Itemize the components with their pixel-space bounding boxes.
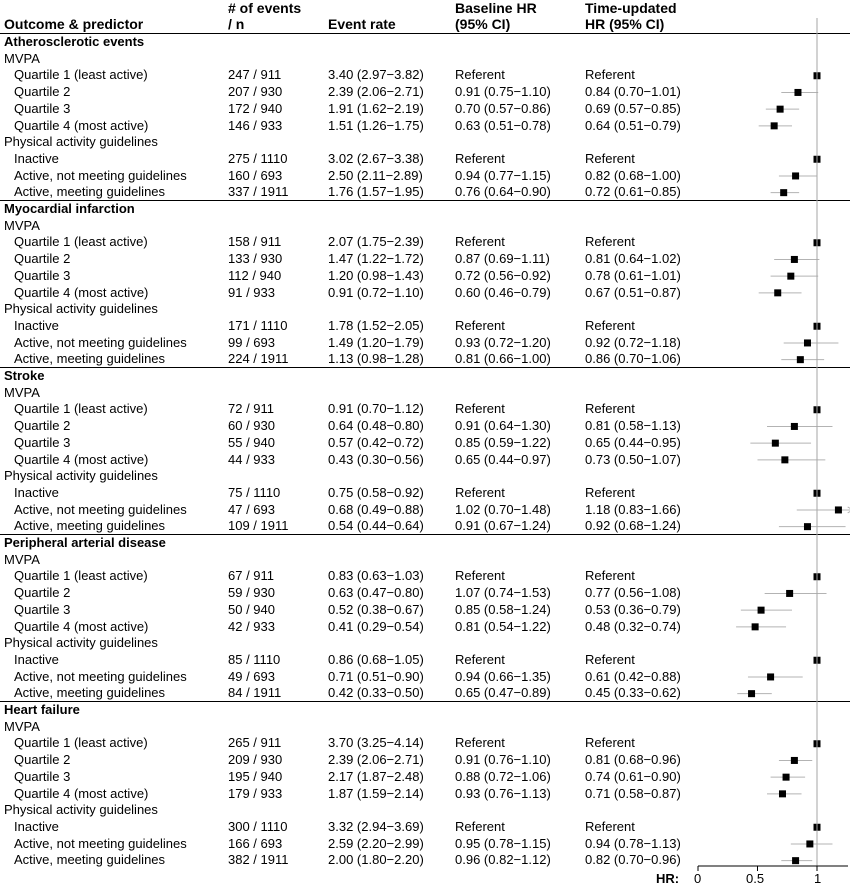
event-rate-cell: 0.91 (0.72−1.10) — [328, 284, 424, 300]
time-updated-hr-cell: Referent — [585, 735, 635, 751]
row-label: Quartile 3 — [14, 267, 71, 283]
events-cell: 337 / 1911 — [228, 184, 289, 200]
baseline-hr-cell: 0.95 (0.78−1.15) — [455, 835, 551, 851]
events-cell: 172 / 940 — [228, 100, 283, 116]
time-updated-hr-cell: 0.73 (0.50−1.07) — [585, 451, 681, 467]
baseline-hr-cell: 0.81 (0.54−1.22) — [455, 618, 551, 634]
events-cell: 247 / 911 — [228, 67, 282, 83]
header-outcome: Outcome & predictor — [4, 16, 144, 32]
events-cell: 59 / 930 — [228, 585, 275, 601]
baseline-hr-cell: Referent — [455, 234, 505, 250]
events-cell: 171 / 1110 — [228, 317, 288, 333]
group-title: Physical activity guidelines — [4, 468, 158, 484]
events-cell: 133 / 930 — [228, 251, 283, 267]
row-label: Quartile 2 — [14, 585, 71, 601]
baseline-hr-cell: 0.91 (0.76−1.10) — [455, 752, 551, 768]
row-label: Active, meeting guidelines — [14, 184, 166, 200]
row-label: Quartile 3 — [14, 100, 71, 116]
hr-point — [781, 456, 788, 463]
events-cell: 91 / 933 — [228, 284, 275, 300]
event-rate-cell: 0.71 (0.51−0.90) — [328, 668, 424, 684]
event-rate-cell: 2.00 (1.80−2.20) — [328, 852, 424, 868]
event-rate-cell: 2.59 (2.20−2.99) — [328, 835, 424, 851]
row-label: Inactive — [14, 317, 59, 333]
hr-point — [791, 256, 798, 263]
events-cell: 166 / 693 — [228, 835, 283, 851]
group-title: Physical activity guidelines — [4, 301, 158, 317]
row-label: Quartile 1 (least active) — [14, 234, 148, 250]
hr-point — [748, 690, 755, 697]
events-cell: 209 / 930 — [228, 752, 283, 768]
group-title: MVPA — [4, 551, 40, 567]
header-events-line2: / n — [228, 16, 245, 32]
events-cell: 300 / 1110 — [228, 818, 288, 834]
axis-tick-label: 1 — [814, 871, 822, 886]
row-label: Active, not meeting guidelines — [14, 334, 187, 350]
baseline-hr-cell: 1.07 (0.74−1.53) — [455, 585, 551, 601]
baseline-hr-cell: 0.91 (0.64−1.30) — [455, 418, 551, 434]
time-updated-hr-cell: 0.45 (0.33−0.62) — [585, 685, 681, 701]
time-updated-hr-cell: 0.71 (0.58−0.87) — [585, 785, 681, 801]
row-label: Quartile 4 (most active) — [14, 117, 149, 133]
time-updated-hr-cell: 0.94 (0.78−1.13) — [585, 835, 681, 851]
hr-point — [780, 189, 787, 196]
row-label: Quartile 2 — [14, 418, 71, 434]
event-rate-cell: 1.76 (1.57−1.95) — [328, 184, 424, 200]
time-updated-hr-cell: 0.53 (0.36−0.79) — [585, 601, 681, 617]
baseline-hr-cell: 0.93 (0.72−1.20) — [455, 334, 551, 350]
time-updated-hr-cell: 0.69 (0.57−0.85) — [585, 100, 681, 116]
section-title: Myocardial infarction — [4, 201, 135, 216]
row-label: Quartile 1 (least active) — [14, 401, 148, 417]
events-cell: 60 / 930 — [228, 418, 275, 434]
events-cell: 44 / 933 — [228, 451, 275, 467]
event-rate-cell: 0.42 (0.33−0.50) — [328, 685, 424, 701]
time-updated-hr-cell: 0.78 (0.61−1.01) — [585, 267, 681, 283]
row-label: Quartile 3 — [14, 768, 71, 784]
events-cell: 158 / 911 — [228, 234, 282, 250]
event-rate-cell: 3.40 (2.97−3.82) — [328, 67, 424, 83]
events-cell: 49 / 693 — [228, 668, 275, 684]
row-label: Active, not meeting guidelines — [14, 167, 187, 183]
row-label: Active, not meeting guidelines — [14, 501, 187, 517]
baseline-hr-cell: Referent — [455, 150, 505, 166]
time-updated-hr-cell: 0.82 (0.68−1.00) — [585, 167, 681, 183]
event-rate-cell: 3.02 (2.67−3.38) — [328, 150, 424, 166]
baseline-hr-cell: 0.81 (0.66−1.00) — [455, 351, 551, 367]
section-title: Stroke — [4, 368, 45, 383]
event-rate-cell: 3.70 (3.25−4.14) — [328, 735, 424, 751]
baseline-hr-cell: 0.63 (0.51−0.78) — [455, 117, 551, 133]
group-title: MVPA — [4, 384, 40, 400]
row-label: Quartile 2 — [14, 251, 71, 267]
time-updated-hr-cell: 0.81 (0.68−0.96) — [585, 752, 681, 768]
event-rate-cell: 1.78 (1.52−2.05) — [328, 317, 424, 333]
time-updated-hr-cell: 0.92 (0.72−1.18) — [585, 334, 681, 350]
row-label: Quartile 4 (most active) — [14, 618, 149, 634]
hr-point — [774, 289, 781, 296]
hr-point — [758, 607, 765, 614]
events-cell: 275 / 1110 — [228, 150, 288, 166]
hr-point — [835, 506, 842, 513]
events-cell: 99 / 693 — [228, 334, 275, 350]
baseline-hr-cell: Referent — [455, 818, 505, 834]
row-label: Inactive — [14, 150, 59, 166]
hr-point — [792, 172, 799, 179]
row-label: Inactive — [14, 651, 59, 667]
hr-point — [804, 523, 811, 530]
baseline-hr-cell: Referent — [455, 401, 505, 417]
baseline-hr-cell: 0.96 (0.82−1.12) — [455, 852, 551, 868]
row-label: Quartile 1 (least active) — [14, 67, 148, 83]
event-rate-cell: 0.64 (0.48−0.80) — [328, 418, 424, 434]
time-updated-hr-cell: Referent — [585, 67, 635, 83]
event-rate-cell: 0.68 (0.49−0.88) — [328, 501, 424, 517]
time-updated-hr-cell: 0.77 (0.56−1.08) — [585, 585, 681, 601]
section-title: Heart failure — [4, 702, 80, 717]
group-title: Physical activity guidelines — [4, 134, 158, 150]
row-label: Active, not meeting guidelines — [14, 668, 187, 684]
events-cell: 42 / 933 — [228, 618, 275, 634]
row-label: Active, meeting guidelines — [14, 518, 166, 534]
time-updated-hr-cell: Referent — [585, 651, 635, 667]
row-label: Quartile 3 — [14, 601, 71, 617]
row-label: Active, not meeting guidelines — [14, 835, 187, 851]
baseline-hr-cell: 0.87 (0.69−1.11) — [455, 251, 550, 267]
events-cell: 75 / 1110 — [228, 484, 281, 500]
baseline-hr-cell: 0.70 (0.57−0.86) — [455, 100, 551, 116]
row-label: Quartile 1 (least active) — [14, 735, 148, 751]
group-title: Physical activity guidelines — [4, 635, 158, 651]
baseline-hr-cell: 0.94 (0.77−1.15) — [455, 167, 551, 183]
baseline-hr-cell: Referent — [455, 735, 505, 751]
hr-point — [797, 356, 804, 363]
row-label: Quartile 2 — [14, 752, 71, 768]
event-rate-cell: 2.39 (2.06−2.71) — [328, 84, 424, 100]
time-updated-hr-cell: Referent — [585, 401, 635, 417]
baseline-hr-cell: 0.91 (0.67−1.24) — [455, 518, 551, 534]
event-rate-cell: 0.57 (0.42−0.72) — [328, 434, 424, 450]
row-label: Quartile 4 (most active) — [14, 284, 149, 300]
events-cell: 47 / 693 — [228, 501, 275, 517]
axis-tick-label: 0.5 — [746, 871, 765, 886]
row-label: Active, meeting guidelines — [14, 685, 166, 701]
hr-point — [791, 423, 798, 430]
time-updated-hr-cell: Referent — [585, 568, 635, 584]
event-rate-cell: 2.39 (2.06−2.71) — [328, 752, 424, 768]
events-cell: 160 / 693 — [228, 167, 283, 183]
time-updated-hr-cell: 0.74 (0.61−0.90) — [585, 768, 681, 784]
events-cell: 85 / 1110 — [228, 651, 281, 667]
event-rate-cell: 1.47 (1.22−1.72) — [328, 251, 424, 267]
group-title: MVPA — [4, 718, 40, 734]
header-events-line1: # of events — [228, 0, 302, 16]
row-label: Quartile 1 (least active) — [14, 568, 148, 584]
axis-tick-label: 0 — [694, 871, 702, 886]
baseline-hr-cell: 0.65 (0.47−0.89) — [455, 685, 551, 701]
event-rate-cell: 0.52 (0.38−0.67) — [328, 601, 424, 617]
header-baseline-line2: (95% CI) — [455, 16, 511, 32]
time-updated-hr-cell: 0.92 (0.68−1.24) — [585, 518, 681, 534]
events-cell: 55 / 940 — [228, 434, 275, 450]
row-label: Inactive — [14, 818, 59, 834]
event-rate-cell: 0.43 (0.30−0.56) — [328, 451, 424, 467]
events-cell: 195 / 940 — [228, 768, 283, 784]
group-title: MVPA — [4, 50, 40, 66]
time-updated-hr-cell: 0.65 (0.44−0.95) — [585, 434, 681, 450]
event-rate-cell: 2.50 (2.11−2.89) — [328, 167, 423, 183]
baseline-hr-cell: 0.85 (0.58−1.24) — [455, 601, 551, 617]
baseline-hr-cell: Referent — [455, 651, 505, 667]
time-updated-hr-cell: 0.64 (0.51−0.79) — [585, 117, 681, 133]
header-baseline-line1: Baseline HR — [455, 0, 537, 16]
time-updated-hr-cell: 0.48 (0.32−0.74) — [585, 618, 681, 634]
baseline-hr-cell: 0.76 (0.64−0.90) — [455, 184, 551, 200]
header-tu-line2: HR (95% CI) — [585, 16, 665, 32]
group-title: Physical activity guidelines — [4, 802, 158, 818]
hr-point — [777, 106, 784, 113]
event-rate-cell: 1.49 (1.20−1.79) — [328, 334, 424, 350]
row-label: Active, meeting guidelines — [14, 351, 166, 367]
time-updated-hr-cell: Referent — [585, 818, 635, 834]
event-rate-cell: 3.32 (2.94−3.69) — [328, 818, 424, 834]
event-rate-cell: 0.91 (0.70−1.12) — [328, 401, 424, 417]
time-updated-hr-cell: 0.82 (0.70−0.96) — [585, 852, 681, 868]
event-rate-cell: 0.63 (0.47−0.80) — [328, 585, 424, 601]
hr-point — [806, 840, 813, 847]
event-rate-cell: 0.75 (0.58−0.92) — [328, 484, 424, 500]
axis-label: HR: — [656, 871, 680, 886]
row-label: Quartile 2 — [14, 84, 71, 100]
time-updated-hr-cell: 0.61 (0.42−0.88) — [585, 668, 681, 684]
event-rate-cell: 0.54 (0.44−0.64) — [328, 518, 424, 534]
time-updated-hr-cell: 0.86 (0.70−1.06) — [585, 351, 681, 367]
event-rate-cell: 0.86 (0.68−1.05) — [328, 651, 424, 667]
baseline-hr-cell: 1.02 (0.70−1.48) — [455, 501, 551, 517]
events-cell: 207 / 930 — [228, 84, 283, 100]
row-label: Quartile 3 — [14, 434, 71, 450]
event-rate-cell: 1.51 (1.26−1.75) — [328, 117, 424, 133]
events-cell: 72 / 911 — [228, 401, 275, 417]
events-cell: 382 / 1911 — [228, 852, 289, 868]
row-label: Quartile 4 (most active) — [14, 451, 149, 467]
baseline-hr-cell: 0.65 (0.44−0.97) — [455, 451, 551, 467]
row-label: Active, meeting guidelines — [14, 852, 166, 868]
time-updated-hr-cell: 0.67 (0.51−0.87) — [585, 284, 681, 300]
hr-point — [804, 339, 811, 346]
event-rate-cell: 1.20 (0.98−1.43) — [328, 267, 424, 283]
hr-point — [786, 590, 793, 597]
time-updated-hr-cell: 0.72 (0.61−0.85) — [585, 184, 681, 200]
baseline-hr-cell: Referent — [455, 568, 505, 584]
events-cell: 179 / 933 — [228, 785, 283, 801]
event-rate-cell: 2.07 (1.75−2.39) — [328, 234, 424, 250]
event-rate-cell: 1.87 (1.59−2.14) — [328, 785, 424, 801]
hr-point — [783, 774, 790, 781]
hr-point — [794, 89, 801, 96]
events-cell: 84 / 1911 — [228, 685, 282, 701]
baseline-hr-cell: Referent — [455, 67, 505, 83]
time-updated-hr-cell: Referent — [585, 317, 635, 333]
events-cell: 109 / 1911 — [228, 518, 289, 534]
event-rate-cell: 0.41 (0.29−0.54) — [328, 618, 424, 634]
hr-point — [772, 440, 779, 447]
time-updated-hr-cell: Referent — [585, 484, 635, 500]
time-updated-hr-cell: 0.81 (0.58−1.13) — [585, 418, 681, 434]
baseline-hr-cell: 0.72 (0.56−0.92) — [455, 267, 551, 283]
baseline-hr-cell: 0.94 (0.66−1.35) — [455, 668, 551, 684]
events-cell: 112 / 940 — [228, 267, 282, 283]
header-rate: Event rate — [328, 16, 396, 32]
header-tu-line1: Time-updated — [585, 0, 677, 16]
hr-point — [771, 122, 778, 129]
baseline-hr-cell: 0.88 (0.72−1.06) — [455, 768, 551, 784]
event-rate-cell: 1.91 (1.62−2.19) — [328, 100, 424, 116]
row-label: Inactive — [14, 484, 59, 500]
baseline-hr-cell: Referent — [455, 484, 505, 500]
hr-point — [787, 273, 794, 280]
events-cell: 146 / 933 — [228, 117, 283, 133]
event-rate-cell: 2.17 (1.87−2.48) — [328, 768, 424, 784]
events-cell: 50 / 940 — [228, 601, 275, 617]
row-label: Quartile 4 (most active) — [14, 785, 149, 801]
section-title: Peripheral arterial disease — [4, 535, 166, 550]
event-rate-cell: 1.13 (0.98−1.28) — [328, 351, 424, 367]
events-cell: 265 / 911 — [228, 735, 282, 751]
time-updated-hr-cell: 0.81 (0.64−1.02) — [585, 251, 681, 267]
hr-point — [767, 673, 774, 680]
time-updated-hr-cell: Referent — [585, 150, 635, 166]
time-updated-hr-cell: 0.84 (0.70−1.01) — [585, 84, 681, 100]
baseline-hr-cell: Referent — [455, 317, 505, 333]
baseline-hr-cell: 0.60 (0.46−0.79) — [455, 284, 551, 300]
group-title: MVPA — [4, 217, 40, 233]
hr-point — [779, 790, 786, 797]
events-cell: 67 / 911 — [228, 568, 275, 584]
hr-point — [792, 857, 799, 864]
event-rate-cell: 0.83 (0.63−1.03) — [328, 568, 424, 584]
time-updated-hr-cell: Referent — [585, 234, 635, 250]
baseline-hr-cell: 0.91 (0.75−1.10) — [455, 84, 551, 100]
section-title: Atherosclerotic events — [4, 34, 145, 49]
hr-point — [752, 623, 759, 630]
hr-point — [791, 757, 798, 764]
baseline-hr-cell: 0.93 (0.76−1.13) — [455, 785, 551, 801]
baseline-hr-cell: 0.85 (0.59−1.22) — [455, 434, 551, 450]
events-cell: 224 / 1911 — [228, 351, 289, 367]
time-updated-hr-cell: 1.18 (0.83−1.66) — [585, 501, 681, 517]
